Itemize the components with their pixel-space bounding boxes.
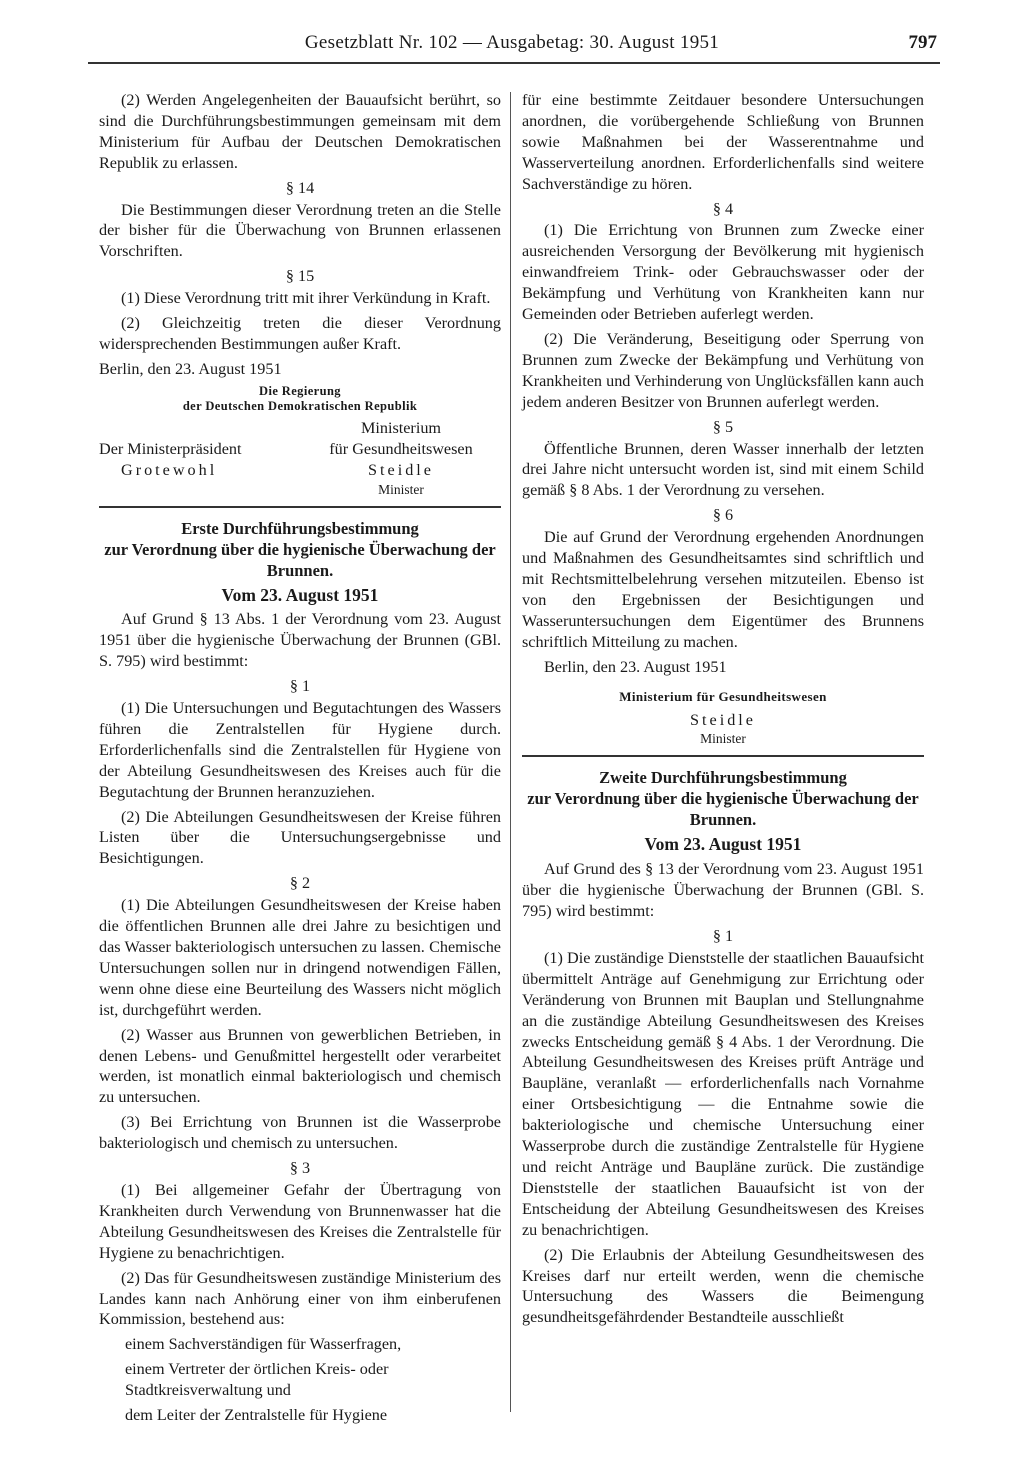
paragraph: (1) Diese Verordnung tritt mit ihrer Verkündung in Kraft. <box>121 289 491 308</box>
section-mark-1: § 1 <box>712 927 734 945</box>
paragraph: (1) Bei allgemeiner Gefahr der Übertragung von Krankheiten durch Verwendung von Brunnenwasser hat die Abteilung Gesundheitswesen des Kreises die Zentralstelle für Hygiene zu benachrichtigen. <box>99 1180 501 1262</box>
section-mark-6: § 6 <box>712 506 734 525</box>
paragraph: (2) Wasser aus Brunnen von gewerblichen Betrieben, in denen Lebens- und Genußmittel hergestellt oder verarbeitet werden, ist monatlich einmal bakteriologisch und chemisch zu untersuchen. <box>99 1025 501 1107</box>
header-title: Gesetzblatt Nr. 102 — Ausgabetag: 30. August 1951 <box>304 32 720 53</box>
signatory-name: Steidle <box>690 711 756 730</box>
paragraph: (1) Die Errichtung von Brunnen zum Zwecke einer ausreichenden Versorgung der Bevölkerung mit hygienisch einwandfreiem Trink- oder Gebrauchswasser oder der Bekämpfung und Verhütung von Krankheiten kann nur Gemeinden oder Betrieben auferlegt werden. <box>522 221 924 324</box>
paragraph: Öffentliche Brunnen, deren Wasser innerhalb der letzten drei Jahre nicht untersucht worden ist, sind mit einem Schild gemäß § 8 Abs. 1 der Verordnung zu versehen. <box>522 439 924 500</box>
paragraph: (2) Die Erlaubnis der Abteilung Gesundheitswesen des Kreises darf nur erteilt werden, wenn die chemische Untersuchung des Wassers die Beimengung gesundheitsgefährdender Bestandteile ausschließt <box>522 1245 924 1327</box>
paragraph: (2) Die Veränderung, Beseitigung oder Sperrung von Brunnen zum Zwecke der Bekämpfung und Verhütung von Krankheiten und Verhinderung von Unglücksfällen kann auch jedem anderen Besitzer von Brunnen auferlegt werden. <box>522 329 924 411</box>
place-date: Berlin, den 23. August 1951 <box>99 359 282 378</box>
section-mark-5: § 5 <box>712 417 734 436</box>
paragraph: (2) Das für Gesundheitswesen zuständige Ministerium des Landes kann nach Anhörung einer von ihm einberufenen Kommission, bestehend aus: <box>99 1268 501 1329</box>
ministry-line-1: Ministerium <box>360 418 442 437</box>
paragraph: (1) Die Abteilungen Gesundheitswesen der Kreise haben die öffentlichen Brunnen alle drei Jahre zu besichtigen und das Wasser bakteriologisch untersuchen zu lassen. Chemische Untersuchungen sollen nur in dringend notwendigen Fällen, wenn ohne diese eine Beurteilung des Wassers nicht möglich ist, durchgeführt werden. <box>99 896 501 1019</box>
government-line-2: der Deutschen Demokratischen Republik <box>182 398 418 413</box>
decree-title-line-2: zur Verordnung über die hygienische Überwachung der Brunnen. <box>527 789 919 830</box>
paragraph: (1) Die Untersuchungen und Begutachtungen des Wassers führen die Zentralstellen für Hygiene durch. Erforderlichenfalls sind die Zentralstellen für Hygiene von der Abteilung Gesundheitswesen des Kreises auch für die Begutachtung der Brunnen heranzuziehen. <box>99 699 501 801</box>
list-item: einem Vertreter der örtlichen Kreis- oder Stadtkreisverwaltung und <box>125 1360 389 1400</box>
paragraph: für eine bestimmte Zeitdauer besondere Untersuchungen anordnen, die vorübergehende Schließung von Brunnen sowie Maßnahmen bei der Wasserentnahme und Wasserverteilung anordnen. Erforderlichenfalls sind weitere Sachverständige zu hören. <box>522 91 924 193</box>
signature-health-ministry <box>301 418 501 498</box>
paragraph: Die auf Grund der Verordnung ergehenden Anordnungen und Maßnahmen des Gesundheitsamtes sind schriftlich und mit Rechtsmittelbelehrung versehen mitzuteilen. Ebenso ist von den Ergebnissen der Besichtigungen und Wasseruntersuchungen dem Eigentümer des Brunnens schriftlich Mitteilung zu machen. <box>522 528 924 651</box>
signatory-name: Steidle <box>368 460 434 479</box>
right-column <box>522 90 924 1332</box>
paragraph: (2) Gleichzeitig treten die dieser Verordnung widersprechenden Bestimmungen außer Kraft. <box>99 314 501 353</box>
list-item: dem Leiter der Zentralstelle für Hygiene <box>125 1406 388 1425</box>
paragraph: Die Bestimmungen dieser Verordnung treten an die Stelle der bisher für die Überwachung von Brunnen erlassenen Vorschriften. <box>99 200 501 261</box>
signatory-title: Minister <box>378 481 424 497</box>
section-mark-14: § 14 <box>285 178 315 197</box>
page-number: 797 <box>908 32 937 53</box>
section-mark-4: § 4 <box>712 199 734 218</box>
section-mark-2: § 2 <box>289 874 311 893</box>
decree-title-line-2: zur Verordnung über die hygienische Überwachung der Brunnen. <box>104 539 496 580</box>
signature-prime-minister <box>99 418 289 498</box>
header-rule <box>88 62 940 64</box>
paragraph: (3) Bei Errichtung von Brunnen ist die Wasserprobe bakteriologisch und chemisch zu untersuchen. <box>99 1113 501 1153</box>
section-mark-15: § 15 <box>285 267 315 286</box>
column-divider <box>510 92 511 1412</box>
government-signature-block <box>99 384 501 414</box>
signatory-title: Der Ministerpräsident <box>99 439 242 458</box>
section-rule <box>522 755 924 757</box>
paragraph: Auf Grund des § 13 der Verordnung vom 23. August 1951 über die hygienische Überwachung der Brunnen (GBl. S. 795) wird bestimmt: <box>522 860 924 921</box>
section-mark-3: § 3 <box>289 1159 311 1178</box>
signatory-name: Grotewohl <box>121 460 218 479</box>
paragraph: (2) Die Abteilungen Gesundheitswesen der Kreise führen Listen über die Untersuchungsergebnisse und Besichtigungen. <box>99 807 501 868</box>
decree-date: Vom 23. August 1951 <box>644 834 802 855</box>
paragraph: (2) Werden Angelegenheiten der Bauaufsicht berührt, so sind die Durchführungsbestimmungen gemeinsam mit dem Ministerium für Aufbau der Deutschen Demokratischen Republik zu erlassen. <box>99 91 501 172</box>
signatory-title: Minister <box>700 731 746 747</box>
signature-grid <box>99 418 501 498</box>
government-line-1: Die Regierung <box>259 383 341 398</box>
left-column <box>99 90 501 1430</box>
decree-date: Vom 23. August 1951 <box>221 584 379 605</box>
paragraph: Auf Grund § 13 Abs. 1 der Verordnung vom 23. August 1951 über die hygienische Überwachung der Brunnen (GBl. S. 795) wird bestimmt: <box>99 610 501 671</box>
page-header <box>0 32 1024 62</box>
place-date: Berlin, den 23. August 1951 <box>544 657 727 676</box>
paragraph: (1) Die zuständige Dienststelle der staatlichen Bauaufsicht übermittelt Anträge auf Genehmigung zur Errichtung oder Veränderung von Brunnen mit Bauplan und Stellungnahme an die zuständige Abteilung Gesundheitswesen des Kreises zwecks Entscheidung gemäß § 4 Abs. 1 der Verordnung. Die Abteilung Gesundheitswesen des Kreises prüft Anträge und Baupläne, veranlaßt — erforderlichenfalls nach Vornahme einer Ortsbesichtigung — die Entnahme sowie die bakteriologische und chemische Untersuchung einer Wasserprobe durch die zuständige Zentralstelle für Hygiene und reicht Anträge und Baupläne zurück. Die zuständige Dienststelle der staatlichen Bauaufsicht ist von der Entscheidung der Abteilung Gesundheitswesen des Kreises zu benachrichtigen. <box>522 948 924 1239</box>
section-rule <box>99 506 501 508</box>
ministry-signature: Ministerium für Gesundheitswesen <box>619 689 827 705</box>
list-item: einem Sachverständigen für Wasserfragen, <box>125 1335 402 1354</box>
decree-title-line-1: Erste Durchführungsbestimmung <box>181 518 419 538</box>
ministry-line-2: für Gesundheitswesen <box>329 439 473 458</box>
section-mark-1: § 1 <box>289 677 311 696</box>
decree-title-line-1: Zweite Durchführungsbestimmung <box>599 768 847 788</box>
